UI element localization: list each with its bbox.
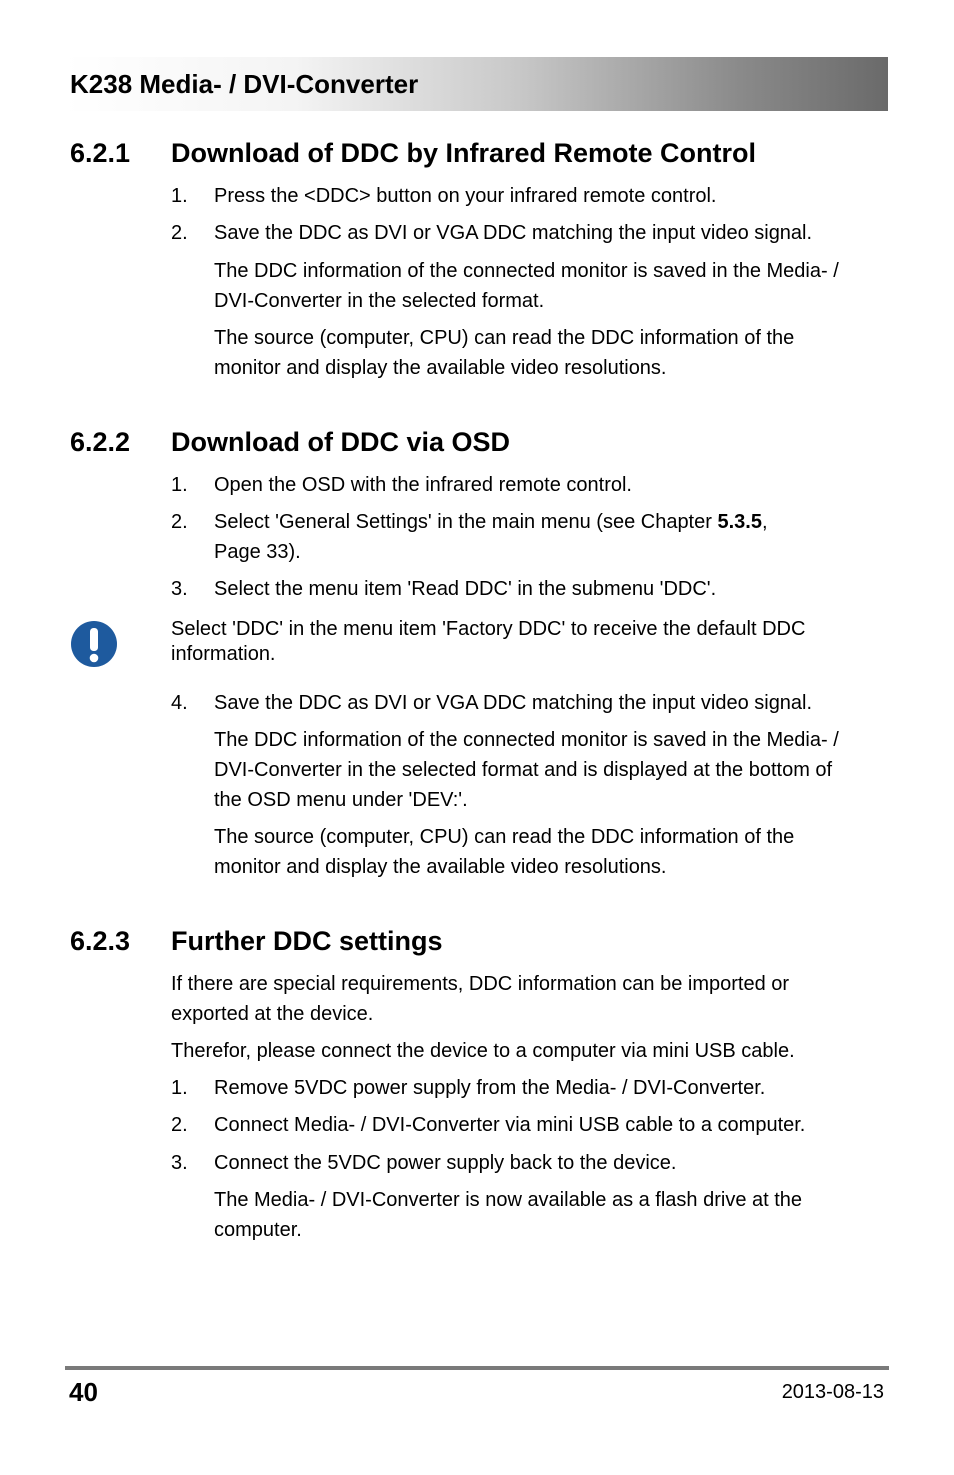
text-line: information. <box>171 643 276 665</box>
list-text: Save the DDC as DVI or VGA DDC matching the input video signal. <box>214 222 813 244</box>
result-paragraph <box>214 1185 894 1245</box>
section-title: Download of DDC via OSD <box>171 427 511 457</box>
text-line: The source (computer, CPU) can read the DDC information of the <box>214 327 795 349</box>
list-number: 2. <box>171 1114 188 1136</box>
text-line: DVI-Converter in the selected format and is displayed at the bottom of <box>214 759 833 781</box>
intro-paragraph <box>171 969 891 1029</box>
list-number: 2. <box>171 511 188 533</box>
list-text: Save the DDC as DVI or VGA DDC matching the input video signal. <box>214 692 813 714</box>
footer-date: 2013-08-13 <box>781 1381 884 1403</box>
text-run: Page 33). <box>214 541 301 563</box>
text-line: Therefor, please connect the device to a computer via mini USB cable. <box>171 1040 795 1062</box>
list-text: Select the menu item 'Read DDC' in the submenu 'DDC'. <box>214 578 717 600</box>
list-text: Remove 5VDC power supply from the Media- / DVI-Converter. <box>214 1077 766 1099</box>
list-number: 4. <box>171 692 188 714</box>
list-number: 1. <box>171 1077 188 1099</box>
text-line: computer. <box>214 1219 302 1241</box>
text-line: exported at the device. <box>171 1003 374 1025</box>
note-text <box>171 617 891 667</box>
section-number: 6.2.1 <box>70 138 131 168</box>
text-line: The source (computer, CPU) can read the DDC information of the <box>214 826 795 848</box>
text-line: The DDC information of the connected monitor is saved in the Media- / <box>214 260 839 282</box>
result-paragraph <box>214 725 894 815</box>
page-header <box>65 57 888 111</box>
result-paragraph <box>214 256 894 316</box>
section-number: 6.2.2 <box>70 427 131 457</box>
list-number: 3. <box>171 1152 188 1174</box>
exclamation-icon <box>70 620 118 668</box>
list-text: Press the <DDC> button on your infrared remote control. <box>214 185 717 207</box>
page-number: 40 <box>69 1377 98 1407</box>
chapter-reference: 5.3.5 <box>717 511 762 533</box>
text-line: Select 'DDC' in the menu item 'Factory DDC' to receive the default DDC <box>171 618 806 640</box>
text-line: If there are special requirements, DDC information can be imported or <box>171 973 790 995</box>
result-paragraph <box>214 323 894 383</box>
text-line: The DDC information of the connected monitor is saved in the Media- / <box>214 729 839 751</box>
text-run: , <box>761 511 768 533</box>
result-paragraph <box>214 822 894 882</box>
list-text: Connect the 5VDC power supply back to the device. <box>214 1152 677 1174</box>
list-text <box>214 507 894 567</box>
text-line: the OSD menu under 'DEV:'. <box>214 789 468 811</box>
list-text: Connect Media- / DVI-Converter via mini USB cable to a computer. <box>214 1114 806 1136</box>
list-number: 1. <box>171 185 188 207</box>
list-number: 2. <box>171 222 188 244</box>
section-title: Further DDC settings <box>171 926 443 956</box>
text-line: monitor and display the available video resolutions. <box>214 357 667 379</box>
text-line: monitor and display the available video resolutions. <box>214 856 667 878</box>
text-line: DVI-Converter in the selected format. <box>214 290 545 312</box>
section-title: Download of DDC by Infrared Remote Control <box>171 138 757 168</box>
footer-divider <box>65 1366 889 1370</box>
section-number: 6.2.3 <box>70 926 131 956</box>
list-number: 1. <box>171 474 188 496</box>
list-number: 3. <box>171 578 188 600</box>
text-line: The Media- / DVI-Converter is now available as a flash drive at the <box>214 1189 803 1211</box>
intro-paragraph <box>171 1036 891 1066</box>
document-title: K238 Media- / DVI-Converter <box>70 69 419 99</box>
text-run: Select 'General Settings' in the main menu (see Chapter <box>214 511 718 533</box>
list-text: Open the OSD with the infrared remote control. <box>214 474 632 496</box>
